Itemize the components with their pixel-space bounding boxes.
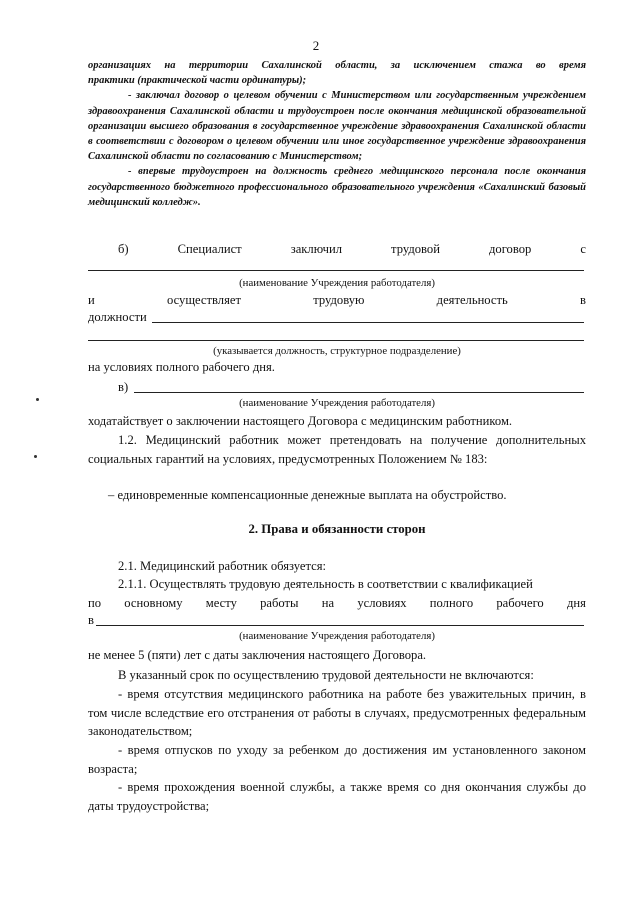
employer-name-caption-2: (наименование Учреждения работодателя) bbox=[239, 397, 435, 409]
employer-name-blank-2 bbox=[134, 392, 584, 393]
scan-speck bbox=[36, 398, 39, 401]
exclusion-2: - время отпусков по уходу за ребенком до достижения им установленного законом возраста; bbox=[88, 743, 586, 776]
in-line bbox=[88, 611, 586, 629]
position-line bbox=[88, 308, 586, 326]
word: и bbox=[88, 293, 95, 307]
section-2-title: 2. Права и обязанности сторон bbox=[248, 522, 426, 536]
employer-name-caption-1: (наименование Учреждения работодателя) bbox=[239, 277, 435, 289]
word: по bbox=[88, 596, 102, 610]
section-b-line2 bbox=[88, 291, 586, 309]
word: дня bbox=[566, 596, 586, 610]
section-b-line bbox=[118, 240, 586, 258]
italic-p1-line1-text: организациях на территории Сахалинской области, за исключением стажа во время bbox=[88, 60, 586, 71]
employer-name-blank-3 bbox=[96, 625, 584, 626]
word: осуществляет bbox=[166, 293, 241, 307]
word: основному bbox=[124, 596, 183, 610]
position-blank bbox=[152, 322, 584, 323]
full-day-line: на условиях полного рабочего дня. bbox=[88, 360, 275, 374]
italic-conditions-block bbox=[88, 58, 586, 210]
italic-p2: - заключал договор о целевом обучении с Министерством или государственным учреждением здравоохранения Сахалинской области и трудоустроен после окончания медицинской образовательной организации высшего образования в государственное учреждение здравоохранения Сахалинской области в соответствии с договором о целевом обучении или иное государственное учреждение здравоохранения Сахалинской области по согласованию с Министерством; bbox=[88, 90, 586, 163]
position-label: должности bbox=[88, 310, 147, 324]
word: б) bbox=[118, 242, 129, 256]
italic-p3: - впервые трудоустроен на должность среднего медицинского персонала после окончания государственного бюджетного профессионального образовательного учреждения «Сахалинский базовый медицинский колледж». bbox=[88, 166, 586, 208]
word: в bbox=[580, 293, 586, 307]
term-exclusions-intro: В указанный срок по осуществлению трудовой деятельности не включаются: bbox=[118, 668, 534, 682]
page-number: 2 bbox=[312, 38, 320, 53]
word: договор bbox=[489, 242, 532, 256]
italic-p1-line1 bbox=[88, 58, 586, 73]
word: рабочего bbox=[496, 596, 544, 610]
clause-2-1: 2.1. Медицинский работник обязуется: bbox=[118, 559, 327, 573]
position-blank-2 bbox=[88, 340, 584, 341]
word: месту bbox=[205, 596, 237, 610]
word: с bbox=[580, 242, 586, 256]
word: трудовой bbox=[391, 242, 440, 256]
petition-line: ходатайствует о заключении настоящего Договора с медицинским работником. bbox=[88, 414, 513, 428]
section-v-label: в) bbox=[118, 380, 129, 394]
italic-p1-line2: практики (практической части ординатуры); bbox=[88, 75, 307, 87]
employer-name-blank bbox=[88, 270, 584, 271]
word: заключил bbox=[290, 242, 342, 256]
min-years-line: не менее 5 (пяти) лет с даты заключения настоящего Договора. bbox=[88, 648, 427, 662]
lump-sum-payment: – единовременные компенсационные денежные выплата на обустройство. bbox=[108, 488, 507, 502]
exclusion-1: - время отсутствия медицинского работника на работе без уважительных причин, в том числе вследствие его отстранения от работы в случаях, предусмотренных федеральным законодательством; bbox=[88, 687, 586, 738]
exclusion-3: - время прохождения военной службы, а также время со дня окончания службы до даты трудоустройства; bbox=[88, 780, 586, 813]
clause-2-1-1: 2.1.1. Осуществлять трудовую деятельность в соответствии с квалификацией bbox=[118, 577, 533, 591]
word: полного bbox=[429, 596, 474, 610]
word: трудовую bbox=[313, 293, 365, 307]
employer-name-caption-3: (наименование Учреждения работодателя) bbox=[239, 630, 435, 642]
main-job-line bbox=[88, 594, 586, 612]
word: на bbox=[321, 596, 335, 610]
word: деятельность bbox=[436, 293, 508, 307]
clause-1-2: 1.2. Медицинский работник может претендовать на получение дополнительных социальных гарантий на условиях, предусмотренных Положением № 183: bbox=[88, 433, 586, 466]
word: работы bbox=[260, 596, 299, 610]
word: условиях bbox=[357, 596, 407, 610]
position-caption: (указывается должность, структурное подразделение) bbox=[213, 345, 461, 357]
word: Специалист bbox=[177, 242, 242, 256]
in-label: в bbox=[88, 613, 94, 627]
scan-speck bbox=[34, 455, 37, 458]
